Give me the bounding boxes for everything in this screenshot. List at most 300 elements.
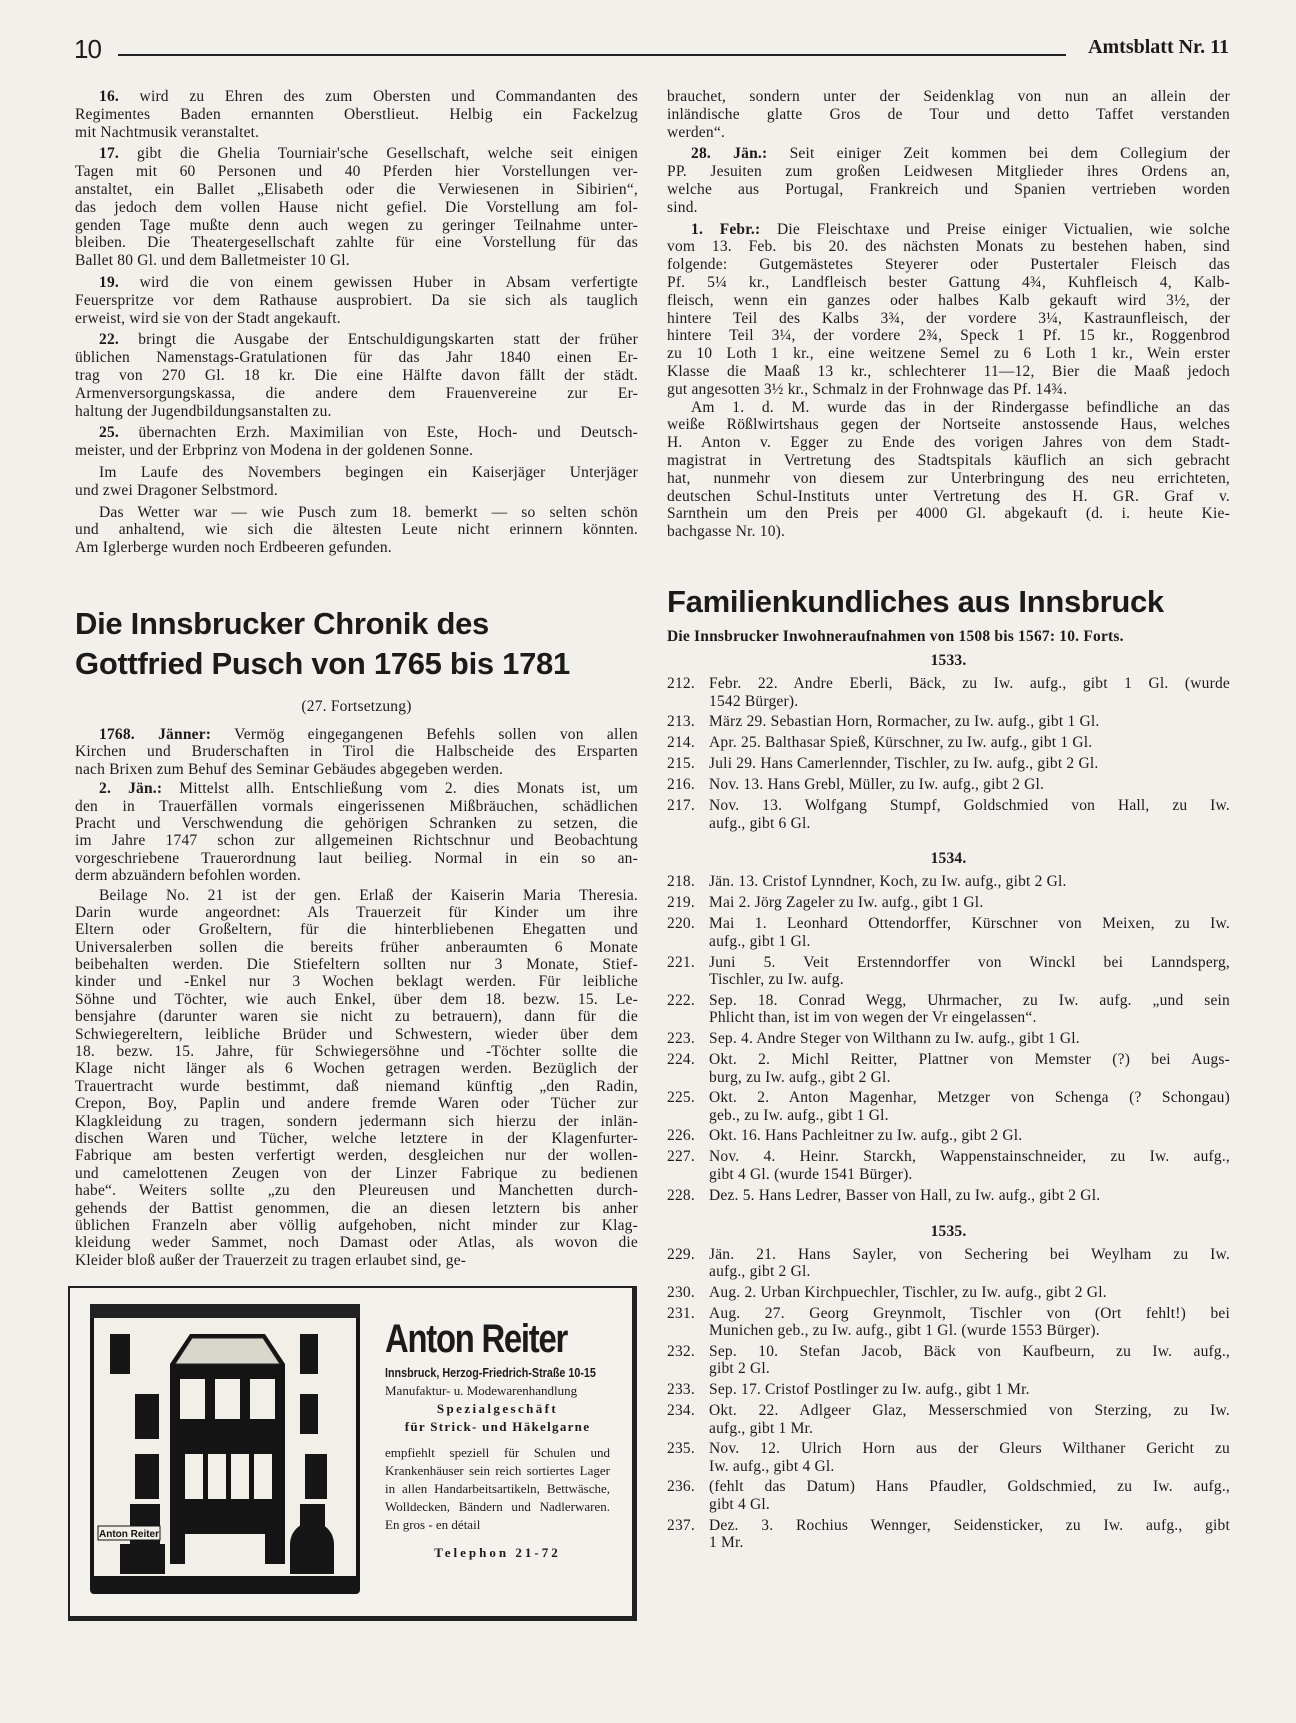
line-text: Trauertracht wurde bestimmt, daß niemand künftig „den Radin, bbox=[75, 1077, 638, 1095]
list-item bbox=[667, 1187, 1230, 1205]
line-text: Seit einiger Zeit kommen bei dem Collegium der bbox=[789, 145, 1231, 163]
text-line: Aug. 27. Georg Greynmolt, Tischler von (Ort fehlt!) bei bbox=[709, 1304, 1230, 1322]
entry-text bbox=[709, 734, 1230, 752]
line-text: hintere Teil 3¼, der vordere 2¾, Speck 1 Pf. 15 kr., Roggenbrod bbox=[667, 327, 1230, 345]
text-line bbox=[75, 939, 638, 956]
line-text: Sarnthein um den Preis per 4000 Gl. abgekauft (d. i. heute Kie- bbox=[667, 505, 1230, 523]
text-line bbox=[75, 887, 638, 904]
familien-subtitle: Die Innsbrucker Inwohneraufnahmen von 1508 bis 1567: 10. Forts. bbox=[667, 628, 1124, 645]
entry-text bbox=[709, 776, 1230, 794]
line-text: kleidung weder Sammet, noch Damast oder Atlas, als wovon die bbox=[75, 1234, 638, 1252]
paragraph bbox=[75, 887, 638, 1270]
text-line bbox=[75, 921, 638, 938]
text-line bbox=[75, 482, 638, 500]
text-line bbox=[75, 310, 638, 328]
line-text: gut angesotten 3½ kr., Schmalz in der Frohnwage das Pf. 14¾. bbox=[667, 380, 1068, 398]
line-text: üblichen Namenstags-Gratulationen für das Jahr 1840 einen Er- bbox=[75, 349, 638, 367]
building-illustration bbox=[90, 1304, 360, 1594]
list-item bbox=[667, 1402, 1230, 1437]
text-line bbox=[75, 124, 638, 142]
line-text: magistrat in Vertretung des Stadtspitals käuflich an sich gebracht bbox=[667, 451, 1230, 469]
paragraph-date: 2. Jän.: bbox=[99, 780, 163, 798]
line-text: PP. Jesuiten zum großen Leidwesen Mitglieder ihres Ordens an, bbox=[667, 163, 1230, 181]
entry-number: 227. bbox=[667, 1148, 695, 1166]
text-line bbox=[75, 292, 638, 310]
paragraph-date: 19. bbox=[99, 273, 119, 291]
advert-body: empfiehlt speziell für Schulen und Krankenhäuser sein reich sortiertes Lager in allen Handarbeitsartikeln, Bettwäsche, Wolldecken, Bändern und Nadlerwaren. En gros - en détail bbox=[385, 1445, 610, 1532]
line-text: Feuerspritze vor dem Rathause ausprobiert. Da sie sich als tauglich bbox=[75, 291, 638, 309]
paragraph-date: 22. bbox=[99, 331, 119, 349]
text-line bbox=[75, 815, 638, 832]
line-text: Klasse die Maaß 13 kr., schlechterer 11—12, Bier die Maaß jedoch bbox=[667, 362, 1230, 380]
text-line bbox=[75, 1060, 638, 1077]
paragraph-date: 17. bbox=[99, 145, 119, 163]
text-line: Nov. 13. Hans Grebl, Müller, zu Iw. aufg., gibt 2 Gl. bbox=[709, 776, 1045, 794]
chronicle-continued-right bbox=[667, 88, 1230, 541]
list-item bbox=[667, 1440, 1230, 1475]
line-text: Regimentes Baden ernannten Oberstlieut. Helbig ein Fackelzug bbox=[75, 105, 638, 123]
text-line bbox=[75, 88, 638, 106]
text-line: Sep. 4. Andre Steger von Wilthann zu Iw. aufg., gibt 1 Gl. bbox=[709, 1029, 1080, 1047]
list-item bbox=[667, 1343, 1230, 1378]
text-line: Mai 1. Leonhard Ottendorffer, Kürschner von Meixen, zu Iw. bbox=[709, 915, 1230, 933]
text-line bbox=[667, 106, 1230, 124]
paragraph bbox=[75, 464, 638, 500]
list-item bbox=[667, 1478, 1230, 1513]
line-text: inländische glatte Gros de Tour und detto Taffet verstanden bbox=[667, 105, 1230, 123]
paragraph-date: 1. Febr.: bbox=[691, 220, 761, 238]
paragraph bbox=[667, 221, 1230, 399]
text-line: Phlicht than, ist im von wegen der Vr eingelassen“. bbox=[709, 1009, 1037, 1027]
text-line bbox=[75, 1026, 638, 1043]
text-line: Nov. 13. Wolfgang Stumpf, Goldschmied von Hall, zu Iw. bbox=[709, 797, 1230, 815]
entry-text bbox=[709, 1284, 1230, 1302]
line-text: Eltern oder Großeltern, für die hinterbliebenen Ehegatten und bbox=[75, 921, 638, 939]
chronik-title-line1: Die Innsbrucker Chronik des bbox=[75, 606, 489, 641]
line-text: hat, nunmehr von diesem zur Unterbringung des neu errichteten, bbox=[667, 469, 1230, 487]
advert-address: Innsbruck, Herzog-Friedrich-Straße 10-15 bbox=[385, 1366, 596, 1380]
inhabitant-records bbox=[667, 650, 1230, 1552]
line-text: gibt die Ghelia Tourniair'sche Gesellschaft, welche seit einigen bbox=[137, 145, 638, 163]
entry-text bbox=[709, 873, 1230, 891]
line-text: Söhne und Töchter, wie auch Enkel, über dem 18. bezw. 15. Le- bbox=[75, 990, 638, 1008]
text-line: Sep. 10. Stefan Jacob, Bäck von Kaufbeurn, zu Iw. aufg., bbox=[709, 1342, 1230, 1360]
list-item bbox=[667, 776, 1230, 794]
line-text: Pracht und Verschwendung die gehörigen Schranken zu setzen, die bbox=[75, 814, 638, 832]
text-line: Dez. 5. Hans Ledrer, Basser von Hall, zu Iw. aufg., gibt 2 Gl. bbox=[709, 1186, 1101, 1204]
list-item bbox=[667, 734, 1230, 752]
line-text: Fabrique am besten verfertigt werden, desgleichen nur der wollen- bbox=[75, 1147, 638, 1165]
header-rule bbox=[118, 54, 1066, 56]
entry-number: 236. bbox=[667, 1478, 695, 1496]
list-item bbox=[667, 992, 1230, 1027]
text-line bbox=[75, 403, 638, 421]
entry-number: 232. bbox=[667, 1342, 695, 1360]
entry-text bbox=[709, 1517, 1230, 1552]
line-text: Am 1. d. M. wurde das in der Rindergasse befindliche an das bbox=[691, 398, 1230, 416]
line-text: Das Wetter war — wie Pusch zum 18. bemerkt — so selten schön bbox=[99, 503, 638, 521]
line-text: bleiben. Die Theatergesellschaft zahlte für eine Vorstellung für das bbox=[75, 234, 638, 252]
text-line: März 29. Sebastian Horn, Rormacher, zu Iw. aufg., gibt 1 Gl. bbox=[709, 713, 1100, 731]
line-text: fleisch, wenn ein ganzes oder halbes Kalb gekauft wird 3½, der bbox=[667, 291, 1230, 309]
text-line bbox=[75, 743, 638, 760]
text-line bbox=[75, 1078, 638, 1095]
line-text: beibehalten werden. Die Stiefeltern sollten nur 3 Monate, Stief- bbox=[75, 956, 638, 974]
entry-number: 225. bbox=[667, 1089, 695, 1107]
line-text: dischen Waren und Tücher, welche letztere in der Klagenfurter- bbox=[75, 1129, 638, 1147]
entry-text bbox=[709, 1030, 1230, 1048]
text-line bbox=[75, 973, 638, 990]
line-text: Schwiegereltern, leibliche Brüder und Schwestern, wieder über dem bbox=[75, 1025, 638, 1043]
line-text: habe“. Weiters sollte „zu den Pleureusen und Manchetten durch- bbox=[75, 1182, 638, 1200]
entry-text bbox=[709, 1440, 1230, 1475]
line-text: das jedoch dem vollen Hause nicht gefiel. Die Vorstellung am fol- bbox=[75, 198, 638, 216]
entry-number: 218. bbox=[667, 873, 695, 891]
text-line bbox=[75, 539, 638, 557]
paragraph bbox=[75, 331, 638, 420]
text-line bbox=[75, 1165, 638, 1182]
paragraph bbox=[75, 145, 638, 270]
text-line bbox=[75, 367, 638, 385]
line-text: weiße Rößlwirtshaus gegen der Nortseite anstossende Haus, welches bbox=[667, 416, 1230, 434]
entry-text bbox=[709, 675, 1230, 710]
line-text: Klage nicht länger als 6 Wochen getragen werden. Bezüglich der bbox=[75, 1060, 638, 1078]
text-line: gibt 4 Gl. bbox=[709, 1496, 770, 1514]
list-item bbox=[667, 1284, 1230, 1302]
advert-telephone: Telephon 21-72 bbox=[434, 1545, 561, 1560]
text-line bbox=[75, 331, 638, 349]
text-line bbox=[75, 521, 638, 539]
text-line bbox=[667, 363, 1230, 381]
line-text: Kirchen und Bruderschaften in Tirol die Halbscheide des Ersparten bbox=[75, 743, 638, 761]
year-gap bbox=[667, 832, 1230, 848]
line-text: deutschen Schul-Instituts unter Vertretung des H. GR. Graf v. bbox=[667, 487, 1230, 505]
entry-text bbox=[709, 954, 1230, 989]
text-line bbox=[667, 256, 1230, 274]
entry-text bbox=[709, 1089, 1230, 1124]
line-text: Pf. 5¼ kr., Landfleisch bester Gattung 4¾, Kuhfleisch 4, Kalb- bbox=[667, 273, 1230, 291]
line-text: vom 13. Feb. bis 20. des nächsten Monats zu bestehen haben, sind bbox=[667, 238, 1230, 256]
line-text: welche aus Portugal, Frankreich und Spanien vertrieben worden bbox=[667, 180, 1230, 198]
entry-number: 220. bbox=[667, 915, 695, 933]
text-line bbox=[75, 1113, 638, 1130]
entry-text bbox=[709, 1246, 1230, 1281]
line-text: üblichen Franzeln aber völlig aufgehoben, nicht minder zur Klag- bbox=[75, 1216, 638, 1234]
text-line bbox=[75, 850, 638, 867]
line-text: sind. bbox=[667, 198, 698, 216]
entry-text bbox=[709, 1343, 1230, 1378]
entry-text bbox=[709, 797, 1230, 832]
text-line: aufg., gibt 1 Gl. bbox=[709, 932, 811, 950]
entry-text bbox=[709, 992, 1230, 1027]
text-line bbox=[75, 274, 638, 292]
year-gap bbox=[667, 1205, 1230, 1221]
entry-text bbox=[709, 1148, 1230, 1183]
text-line bbox=[75, 1182, 638, 1199]
text-line bbox=[75, 163, 638, 181]
line-text: Kleider bloß außer der Trauerzeit zu tragen erlaubet sind, ge- bbox=[75, 1251, 467, 1269]
text-line bbox=[75, 442, 638, 460]
entry-text bbox=[709, 1305, 1230, 1340]
paragraph-date: 25. bbox=[99, 424, 119, 442]
text-line bbox=[667, 381, 1230, 399]
line-text: H. Anton v. Egger zu Ende des vorigen Jahres von dem Stadt- bbox=[667, 434, 1230, 452]
line-text: Die Fleischtaxe und Preise einiger Victualien, wie solche bbox=[777, 220, 1231, 238]
entry-number: 222. bbox=[667, 991, 695, 1009]
text-line bbox=[667, 274, 1230, 292]
paragraph bbox=[75, 726, 638, 778]
text-line bbox=[75, 1234, 638, 1251]
entry-number: 216. bbox=[667, 776, 695, 794]
text-line: gibt 4 Gl. (wurde 1541 Bürger). bbox=[709, 1165, 913, 1183]
text-line: Okt. 16. Hans Pachleitner zu Iw. aufg., gibt 2 Gl. bbox=[709, 1127, 1023, 1145]
text-line: Okt. 22. Adlgeer Glaz, Messerschmied von Sterzing, zu Iw. bbox=[709, 1402, 1230, 1420]
advert-specialty-detail: für Strick- und Häkelgarne bbox=[404, 1419, 591, 1434]
text-line: Jän. 21. Hans Sayler, von Sechering bei Weylham zu Iw. bbox=[709, 1245, 1230, 1263]
text-line bbox=[667, 505, 1230, 523]
text-line: Tischler, zu Iw. aufg. bbox=[709, 971, 844, 989]
entry-text bbox=[709, 1381, 1230, 1399]
entry-number: 234. bbox=[667, 1402, 695, 1420]
text-line bbox=[667, 124, 1230, 142]
text-line bbox=[667, 345, 1230, 363]
text-line bbox=[667, 199, 1230, 217]
line-text: Ballet 80 Gl. und dem Balletmeister 10 Gl. bbox=[75, 252, 350, 270]
chronik-subtitle: (27. Fortsetzung) bbox=[301, 698, 412, 715]
journal-title: Amtsblatt Nr. 11 bbox=[1088, 36, 1229, 58]
paragraph-date: 16. bbox=[99, 88, 119, 105]
text-line bbox=[667, 145, 1230, 163]
entry-number: 228. bbox=[667, 1186, 695, 1204]
text-line: 1542 Bürger). bbox=[709, 692, 799, 710]
paragraph-date: 28. Jän.: bbox=[691, 145, 768, 163]
text-line: Dez. 3. Rochius Wennger, Seidensticker, zu Iw. aufg., gibt bbox=[709, 1516, 1230, 1534]
text-line bbox=[75, 385, 638, 403]
chronik-title-line2: Gottfried Pusch von 1765 bis 1781 bbox=[75, 646, 570, 681]
list-item bbox=[667, 1030, 1230, 1048]
entry-text bbox=[709, 1127, 1230, 1145]
paragraph bbox=[667, 145, 1230, 216]
line-text: erweist, wird sie von der Stadt angekauft. bbox=[75, 309, 341, 327]
line-text: Im Laufe des Novembers begingen ein Kaiserjäger Unterjäger bbox=[99, 463, 638, 481]
list-item bbox=[667, 873, 1230, 891]
list-item bbox=[667, 1051, 1230, 1086]
entry-number: 214. bbox=[667, 734, 695, 752]
text-line: aufg., gibt 1 Mr. bbox=[709, 1419, 814, 1437]
line-text: bachgasse Nr. 10). bbox=[667, 523, 786, 541]
line-text: kinder und -Enkel nur 3 Wochen beklagt werden. Für leibliche bbox=[75, 973, 638, 991]
text-line bbox=[75, 181, 638, 199]
line-text: Beilage No. 21 ist der gen. Erlaß der Kaiserin Maria Theresia. bbox=[99, 886, 638, 904]
text-line bbox=[75, 1147, 638, 1164]
line-text: im Jahre 1747 schon zur allgemeinen Richtschnur und Beobachtung bbox=[75, 832, 638, 850]
line-text: Darin wurde angeordnet: Als Trauerzeit für Kinder um ihre bbox=[75, 903, 638, 921]
paragraph bbox=[75, 504, 638, 557]
paragraph bbox=[75, 274, 638, 327]
list-item bbox=[667, 1246, 1230, 1281]
line-text: trag von 270 Gl. 18 kr. Die eine Hälfte davon fällt der städt. bbox=[75, 366, 638, 384]
text-line bbox=[75, 991, 638, 1008]
text-line bbox=[667, 470, 1230, 488]
entry-number: 224. bbox=[667, 1050, 695, 1068]
text-line bbox=[667, 310, 1230, 328]
entry-number: 217. bbox=[667, 797, 695, 815]
entry-number: 212. bbox=[667, 675, 695, 692]
text-line: geb., zu Iw. aufg., gibt 1 Gl. bbox=[709, 1106, 889, 1124]
entry-number: 233. bbox=[667, 1381, 695, 1399]
text-line bbox=[75, 234, 638, 252]
entry-number: 230. bbox=[667, 1283, 695, 1301]
line-text: und camelottenen Zeugen von der Linzer Fabrique zu bedienen bbox=[75, 1164, 638, 1182]
text-line bbox=[75, 349, 638, 367]
entry-number: 231. bbox=[667, 1304, 695, 1322]
line-text: Am Iglerberge wurden noch Erdbeeren gefunden. bbox=[75, 539, 392, 557]
entry-text bbox=[709, 1051, 1230, 1086]
text-line bbox=[667, 88, 1230, 106]
paragraph bbox=[75, 88, 638, 141]
familien-title: Familienkundliches aus Innsbruck bbox=[667, 584, 1164, 619]
entry-text bbox=[709, 1187, 1230, 1205]
text-line: Mai 2. Jörg Zageler zu Iw. aufg., gibt 1 Gl. bbox=[709, 894, 984, 912]
line-text: meister, und der Erbprinz von Modena in der goldenen Sonne. bbox=[75, 442, 474, 460]
text-line bbox=[75, 252, 638, 270]
list-item bbox=[667, 1517, 1230, 1552]
chronik-heading bbox=[75, 604, 638, 716]
text-line: Juni 5. Veit Erstenndorffer von Winckl bei Lanndsperg, bbox=[709, 953, 1230, 971]
text-line: gibt 2 Gl. bbox=[709, 1360, 770, 1378]
familien-section bbox=[667, 582, 1230, 1552]
text-line bbox=[75, 726, 638, 743]
line-text: Universalerben sollen die bereits früher anberaumten 6 Monate bbox=[75, 938, 638, 956]
text-line bbox=[75, 1217, 638, 1234]
list-item bbox=[667, 1305, 1230, 1340]
text-line bbox=[75, 106, 638, 124]
text-line bbox=[667, 488, 1230, 506]
line-text: wird die von einem gewissen Huber in Absam verfertigte bbox=[139, 273, 639, 291]
text-line bbox=[75, 798, 638, 815]
text-line bbox=[75, 1008, 638, 1025]
text-line bbox=[667, 163, 1230, 181]
list-item bbox=[667, 1381, 1230, 1399]
line-text: gehends der Battist genommen, die an diesen letztern bis anher bbox=[75, 1199, 638, 1217]
text-line: Juli 29. Hans Camerlennder, Tischler, zu Iw. aufg., gibt 2 Gl. bbox=[709, 755, 1099, 773]
line-text: haltung der Jugendbildungsanstalten zu. bbox=[75, 402, 332, 420]
line-text: Mittelst allh. Entschließung vom 2. dies Monats ist, um bbox=[179, 780, 639, 798]
text-line bbox=[75, 832, 638, 849]
entry-number: 226. bbox=[667, 1127, 695, 1145]
text-line bbox=[75, 504, 638, 522]
text-line bbox=[75, 424, 638, 442]
line-text: und zwei Dragoner Selbstmord. bbox=[75, 481, 278, 499]
paragraph bbox=[667, 88, 1230, 141]
text-line bbox=[667, 327, 1230, 345]
line-text: Tagen mit 60 Personen und 40 Pferden hier Vorstellungen ver- bbox=[75, 163, 638, 181]
text-line bbox=[667, 452, 1230, 470]
line-text: bensjahre (darunter waren sie nicht zu betrauern), dann für die bbox=[75, 1008, 638, 1026]
line-text: mit Nachtmusik veranstaltet. bbox=[75, 123, 260, 141]
line-text: Vermög eingegangenen Befehls sollen von allen bbox=[234, 726, 639, 743]
paragraph bbox=[667, 399, 1230, 541]
text-line bbox=[75, 1095, 638, 1112]
line-text: 18. bezw. 15. Jahre, für Schwiegersöhne und -Töchter sollte die bbox=[75, 1043, 638, 1061]
entry-number: 229. bbox=[667, 1245, 695, 1263]
line-text: genden Tage mußte denn auch wegen zu geringer Teilnahme unter- bbox=[75, 216, 638, 234]
entry-number: 221. bbox=[667, 953, 695, 971]
text-line: Sep. 18. Conrad Wegg, Uhrmacher, zu Iw. aufg. „und sein bbox=[709, 991, 1230, 1009]
list-item bbox=[667, 954, 1230, 989]
text-line: Okt. 2. Michl Reitter, Plattner von Memster (?) bei Augs- bbox=[709, 1050, 1230, 1068]
text-line bbox=[667, 434, 1230, 452]
entry-number: 237. bbox=[667, 1516, 695, 1534]
text-line bbox=[75, 761, 638, 778]
line-text: nach Brixen zum Behuf des Seminar Gebäudes abgegeben werden. bbox=[75, 760, 504, 778]
entry-number: 235. bbox=[667, 1440, 695, 1458]
text-line: Nov. 4. Heinr. Starckh, Wappenstainschneider, zu Iw. aufg., bbox=[709, 1148, 1230, 1166]
text-line bbox=[667, 399, 1230, 417]
line-text: derm abzuändern befohlen worden. bbox=[75, 867, 301, 885]
entry-text bbox=[709, 915, 1230, 950]
text-line bbox=[667, 238, 1230, 256]
text-line: Sep. 17. Cristof Postlinger zu Iw. aufg., gibt 1 Mr. bbox=[709, 1381, 1030, 1399]
line-text: und anhaltend, wie sich die ältesten Leute nicht erinnern könnten. bbox=[75, 521, 638, 539]
list-item bbox=[667, 755, 1230, 773]
line-text: anstaltet, ein Ballet „Elisabeth oder die Verwiesenen in Sibirien“, bbox=[75, 180, 638, 198]
advert-business: Manufaktur- u. Modewarenhandlung bbox=[385, 1383, 578, 1398]
text-line: aufg., gibt 2 Gl. bbox=[709, 1263, 811, 1281]
list-item bbox=[667, 797, 1230, 832]
text-line: Okt. 2. Anton Magenhar, Metzger von Schenga (? Schongau) bbox=[709, 1089, 1230, 1107]
line-text: wird zu Ehren des zum Obersten und Commandanten des bbox=[139, 88, 639, 105]
text-line: (fehlt das Datum) Hans Pfaudler, Goldschmied, zu Iw. aufg., bbox=[709, 1478, 1230, 1496]
list-item bbox=[667, 1127, 1230, 1145]
year-heading: 1535. bbox=[930, 1222, 967, 1240]
text-line: Febr. 22. Andre Eberli, Bäck, zu Iw. aufg., gibt 1 Gl. (wurde bbox=[709, 675, 1230, 692]
line-text: brauchet, sondern unter der Seidenklag von nun an allein der bbox=[667, 88, 1230, 105]
text-line bbox=[75, 867, 638, 884]
text-line: Nov. 12. Ulrich Horn aus der Gleurs Wilthaner Gericht zu bbox=[709, 1440, 1230, 1458]
text-line bbox=[667, 416, 1230, 434]
line-text: Crepon, Boy, Paplin und andere fremde Waren oder Tücher zur bbox=[75, 1095, 638, 1113]
advert-text bbox=[385, 1316, 610, 1562]
line-text: folgende: Gutgemästetes Steyerer oder Pustertaler Fleisch das bbox=[667, 256, 1230, 274]
chronicle-continuation bbox=[75, 88, 638, 557]
line-text: vorgeschriebene Trauerordnung laut beilieg. Normal in ein so an- bbox=[75, 849, 638, 867]
line-text: hintere Teil des Kalbs 3¾, der vordere 3¼, Kastraunfleisch, der bbox=[667, 309, 1230, 327]
text-line: Aug. 2. Urban Kirchpuechler, Tischler, zu Iw. aufg., gibt 2 Gl. bbox=[709, 1283, 1107, 1301]
line-text: werden“. bbox=[667, 123, 725, 141]
shop-sign: Anton Reiter bbox=[99, 1529, 159, 1540]
entry-number: 223. bbox=[667, 1029, 695, 1047]
text-line: Munichen geb., zu Iw. aufg., gibt 1 Gl. (wurde 1553 Bürger). bbox=[709, 1322, 1100, 1340]
entry-text bbox=[709, 755, 1230, 773]
list-item bbox=[667, 915, 1230, 950]
paragraph-date: 1768. Jänner: bbox=[99, 726, 212, 743]
text-line bbox=[75, 217, 638, 235]
line-text: bringt die Ausgabe der Entschuldigungskarten statt der früher bbox=[138, 331, 638, 349]
text-line: burg, zu Iw. aufg., gibt 2 Gl. bbox=[709, 1068, 891, 1086]
text-line bbox=[667, 523, 1230, 541]
entry-text bbox=[709, 1478, 1230, 1513]
text-line bbox=[75, 1200, 638, 1217]
text-line: Jän. 13. Cristof Lynndner, Koch, zu Iw. aufg., gibt 2 Gl. bbox=[709, 873, 1067, 891]
entry-text bbox=[709, 894, 1230, 912]
list-item bbox=[667, 894, 1230, 912]
text-line bbox=[75, 1252, 638, 1269]
list-item bbox=[667, 713, 1230, 731]
text-line bbox=[75, 464, 638, 482]
text-line: 1 Mr. bbox=[709, 1534, 744, 1552]
entry-number: 215. bbox=[667, 755, 695, 773]
